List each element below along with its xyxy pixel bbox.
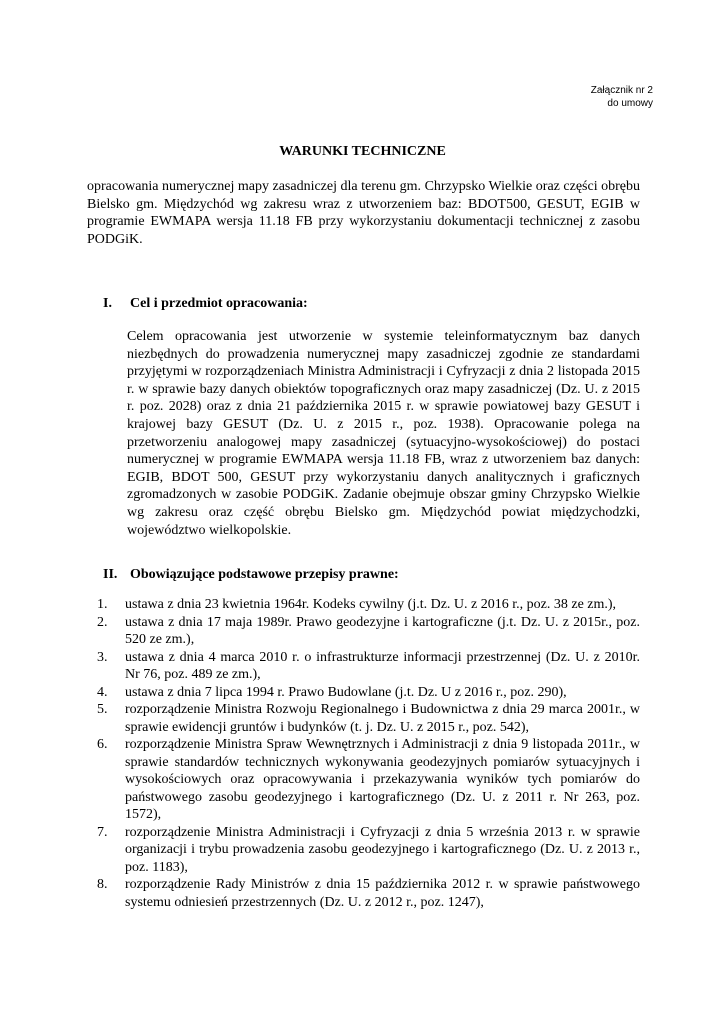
list-item-text: ustawa z dnia 7 lipca 1994 r. Prawo Budowlane (j.t. Dz. U z 2016 r., poz. 290),	[125, 684, 567, 700]
attachment-line-1: Załącznik nr 2	[590, 85, 653, 96]
section-2-heading	[103, 566, 399, 584]
section-1-number: I.	[103, 296, 112, 311]
list-item-number: 1.	[97, 597, 108, 612]
list-item-text: rozporządzenie Rady Ministrów z dnia 15 października 2012 r. w sprawie państwowego systemu odniesień przestrzennych (Dz. U. z 2012 r., poz. 1247),	[125, 877, 640, 910]
list-item-number: 3.	[97, 649, 108, 665]
section-1-heading	[103, 295, 308, 313]
list-item-text: ustawa z dnia 17 maja 1989r. Prawo geodezyjne i kartograficzne (j.t. Dz. U. z 2015r., poz. 520 ze zm.),	[125, 614, 640, 647]
list-item	[97, 701, 640, 736]
section-2-number: II.	[103, 567, 118, 582]
list-item-number: 7.	[97, 824, 108, 840]
document-title: WARUNKI TECHNICZNE	[279, 144, 446, 159]
list-item-text: ustawa z dnia 4 marca 2010 r. o infrastrukturze informacji przestrzennej (Dz. U. z 2010r. Nr 76, poz. 489 ze zm.),	[125, 649, 640, 682]
list-item	[97, 736, 640, 824]
list-item	[97, 614, 640, 649]
list-item-number: 4.	[97, 684, 108, 700]
list-item-number: 2.	[97, 614, 108, 630]
list-item-number: 6.	[97, 737, 108, 752]
list-item-text: rozporządzenie Ministra Rozwoju Regionalnego i Budownictwa z dnia 29 marca 2001r., w sprawie ewidencji gruntów i budynków (t. j. Dz. U. z 2015 r., poz. 542),	[125, 702, 640, 735]
attachment-note	[453, 84, 653, 110]
intro-paragraph: opracowania numerycznej mapy zasadniczej dla terenu gm. Chrzypsko Wielkie oraz części obrębu Bielsko gm. Międzychód wg zakresu wraz z utworzeniem baz: BDOT500, GESUT, EGIB w programie EWMAPA wersja 11.18 FB przy wykorzystaniu dokumentacji technicznej z zasobu PODGiK.	[87, 179, 640, 247]
section-1-text: Celem opracowania jest utworzenie w systemie teleinformatycznym baz danych niezbędnych do prowadzenia numerycznej mapy zasadniczej zgodnie ze standardami przyjętymi w rozporządzeniach Ministra Administracji i Cyfryzacji z dnia 2 listopada 2015 r. w sprawie bazy danych obiektów topograficznych oraz mapy zasadniczej (Dz. U. z 2015 r. poz. 2028) oraz z dnia 21 października 2015 r. w sprawie powiatowej bazy GESUT i krajowej bazy GESUT (Dz. U. z 2015 r., poz. 1938). Opracowanie polega na przetworzeniu analogowej mapy zasadniczej (sytuacyjno-wysokościowej) do postaci numerycznej w programie EWMAPA wersja 11.18 FB, wraz z utworzeniem baz danych: EGIB, BDOT 500, GESUT przy wykorzystaniu danych analitycznych i graficznych zgromadzonych w zasobie PODGiK. Zadanie obejmuje obszar gminy Chrzypsko Wielkie wg zakresu oraz część obrębu Bielsko gm. Międzychód powiat międzychodzki, województwo wielkopolskie.	[127, 329, 640, 538]
list-item	[97, 684, 640, 702]
attachment-line-2: do umowy	[607, 98, 653, 109]
list-item-text: ustawa z dnia 23 kwietnia 1964r. Kodeks cywilny (j.t. Dz. U. z 2016 r., poz. 38 ze zm.),	[125, 597, 617, 612]
list-item	[97, 824, 640, 877]
list-item-text: rozporządzenie Ministra Administracji i Cyfryzacji z dnia 5 września 2013 r. w sprawie organizacji i trybu prowadzenia zasobu geodezyjnego i kartograficznego (Dz. U. z 2013 r., poz. 1183),	[125, 824, 640, 875]
section-2-title: Obowiązujące podstawowe przepisy prawne:	[130, 567, 399, 582]
list-item	[97, 649, 640, 684]
list-item	[97, 876, 640, 911]
list-item-number: 8.	[97, 877, 108, 892]
section-1-title: Cel i przedmiot opracowania:	[130, 296, 308, 311]
list-item-text: rozporządzenie Ministra Spraw Wewnętrznych i Administracji z dnia 9 listopada 2011r., w sprawie standardów technicznych wykonywania geodezyjnych pomiarów sytuacyjnych i wysokościowych oraz opracowywania i przekazywania wyników tych pomiarów do państwowego zasobu geodezyjnego i kartograficznego (Dz. U. z 2011 r. Nr 263, poz. 1572),	[125, 737, 640, 822]
list-item	[97, 596, 640, 614]
list-item-number: 5.	[97, 702, 108, 717]
legal-acts-list	[97, 596, 640, 911]
